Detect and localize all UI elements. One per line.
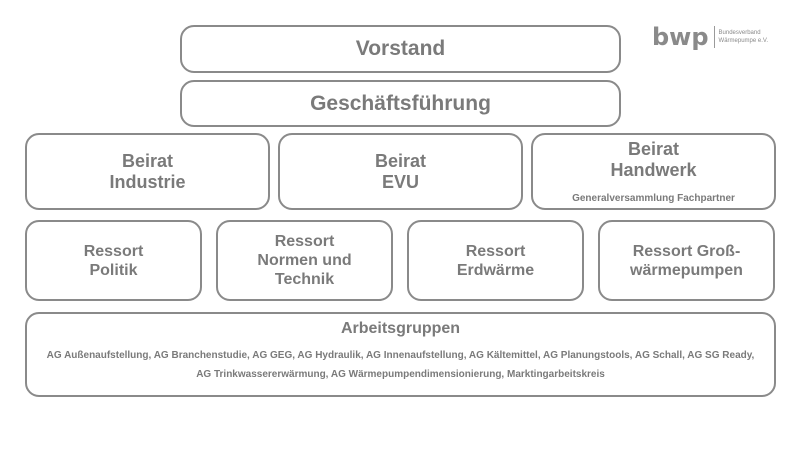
logo-line-2: Wärmepumpe e.V.	[718, 38, 768, 44]
vorstand-label: Vorstand	[355, 37, 446, 60]
ressort-grosswaermepumpen-line-2: wärmepumpen	[630, 261, 743, 279]
logo-divider	[714, 26, 715, 48]
beirat-handwerk-box	[531, 133, 776, 210]
arbeitsgruppen-list-line-2: AG Trinkwassererwärmung, AG Wärmepumpendimensionierung, Marktingarbeitskreis	[196, 369, 605, 380]
bwp-logo	[652, 22, 777, 52]
logo-text	[719, 29, 768, 45]
beirat-handwerk-subtitle: Generalversammlung Fachpartner	[572, 193, 735, 204]
geschaeftsfuehrung-box	[180, 80, 621, 127]
beirat-evu-box	[278, 133, 523, 210]
beirat-evu-line-1: Beirat	[374, 150, 427, 171]
ressort-politik-line-1: Ressort	[83, 242, 144, 260]
beirat-industrie-line-1: Beirat	[121, 150, 174, 171]
ressort-erdwaerme-line-1: Ressort	[465, 242, 526, 260]
ressort-normen-line-2: Normen und	[257, 252, 352, 269]
arbeitsgruppen-list-line-1: AG Außenaufstellung, AG Branchenstudie, AG GEG, AG Hydraulik, AG Innenaufstellung, AG Kältemittel, AG Planungstools, AG Schall, AG SG Ready,	[46, 350, 755, 361]
ressort-erdwaerme-line-2: Erdwärme	[456, 261, 535, 279]
beirat-industrie-box	[25, 133, 270, 210]
ressort-grosswaermepumpen-line-1: Ressort Groß-	[632, 242, 741, 260]
arbeitsgruppen-title: Arbeitsgruppen	[340, 320, 461, 337]
beirat-handwerk-line-2: Handwerk	[610, 160, 697, 180]
logo-mark: bwp	[652, 23, 709, 51]
ressort-politik-box	[25, 220, 202, 301]
vorstand-box	[180, 25, 621, 73]
beirat-evu-line-2: EVU	[381, 171, 419, 192]
logo-line-1: Bundesverband	[718, 30, 761, 36]
arbeitsgruppen-box	[25, 312, 776, 397]
beirat-industrie-line-2: Industrie	[109, 171, 186, 192]
ressort-normen-line-3: Technik	[274, 271, 335, 288]
ressort-normen-technik-box	[216, 220, 393, 301]
geschaeftsfuehrung-label: Geschäftsführung	[310, 91, 491, 115]
ressort-normen-line-1: Ressort	[274, 233, 335, 250]
ressort-erdwaerme-box	[407, 220, 584, 301]
ressort-politik-line-2: Politik	[89, 261, 138, 279]
ressort-grosswaermepumpen-box	[598, 220, 775, 301]
beirat-handwerk-line-1: Beirat	[627, 139, 680, 159]
